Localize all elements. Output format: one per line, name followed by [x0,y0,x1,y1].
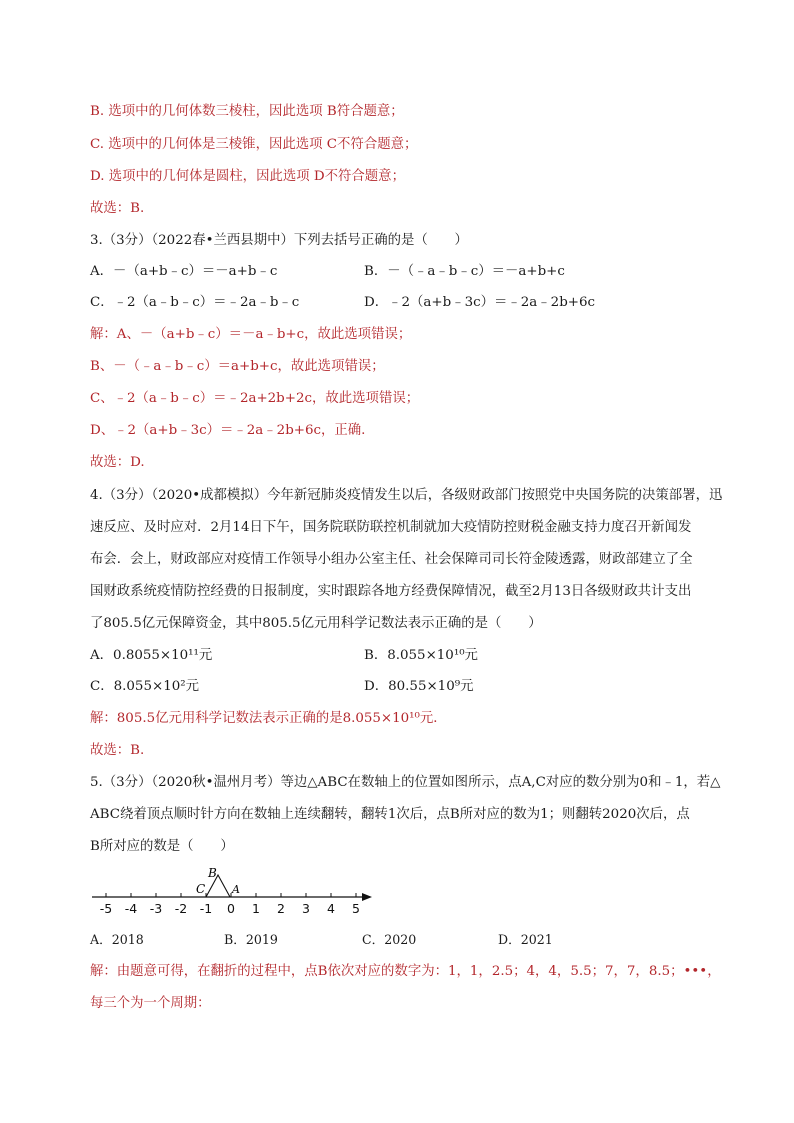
question-4-line-3: 布会．会上，财政部应对疫情工作领导小组办公室主任、社会保障司司长符金陵透露，财政部建立了全 [90,552,693,567]
tick-label: -2 [174,901,188,916]
question-4-line-4: 国财政系统疫情防控经费的日报制度，实时跟踪各地方经费保障情况，截至2月13日各级财政共计支出 [90,584,692,599]
tick-label: 5 [352,901,360,916]
q3-option-b: B．－（﹣a﹣b﹣c）＝－a+b+c [364,264,565,279]
line-1: B. 选项中的几何体数三棱柱，因此选项 B符合题意； [90,104,404,119]
tick-label: 4 [327,901,335,916]
q4-option-d: D．80.55×10⁹元 [364,679,474,694]
tick-label: 2 [277,901,285,916]
q4-option-b: B．8.055×10¹⁰元 [364,648,478,663]
q4-answer: 故选：B. [90,743,145,758]
vertex-label-b: B [208,866,217,880]
tick-label: -4 [124,901,138,916]
question-3: 3.（3分）（2022春•兰西县期中）下列去括号正确的是（ ） [90,233,468,248]
q5-option-c: C．2020 [362,932,417,947]
tick-label: -3 [149,901,163,916]
question-5-line-3: B所对应的数是（ ） [90,839,234,854]
q3-solution-d: D、﹣2（a+b﹣3c）＝﹣2a﹣2b+6c，正确. [90,423,366,438]
q4-option-a: A．0.8055×10¹¹元 [90,648,213,663]
question-4-line-1: 4.（3分）（2020•成都模拟）今年新冠肺炎疫情发生以后，各级财政部门按照党中央国务院的决策部署，迅 [90,488,723,503]
q5-option-a: A．2018 [90,932,144,947]
line-2: C. 选项中的几何体是三棱锥，因此选项 C不符合题意； [90,137,418,152]
q5-solution-line-1: 解：由题意可得，在翻折的过程中，点B依次对应的数字为：1，1，2.5；4，4，5.5；7，7，8.5；•••， [90,964,721,979]
question-5-line-1: 5.（3分）（2020秋•温州月考）等边△ABC在数轴上的位置如图所示，点A,C对应的数分别为0和﹣1，若△ [90,775,721,790]
q3-solution-b: B、－（﹣a﹣b﹣c）＝a+b+c，故此选项错误； [90,359,385,374]
tick-label: -5 [99,901,113,916]
q5-solution-line-2: 每三个为一个周期： [90,996,211,1011]
q3-answer: 故选：D. [90,455,145,470]
q4-option-c: C．8.055×10²元 [90,679,199,694]
tick-label: 3 [302,901,310,916]
line-3: D. 选项中的几何体是圆柱，因此选项 D不符合题意； [90,169,405,184]
tick-label: 1 [252,901,260,916]
q5-option-d: D．2021 [498,932,553,947]
line-4: 故选：B. [90,201,145,216]
number-line-figure [92,866,382,918]
vertex-label-a: A [232,883,240,896]
q3-solution-a: 解：A、－（a+b﹣c）＝－a﹣b+c，故此选项错误； [90,327,412,342]
q3-option-d: D．﹣2（a+b﹣3c）＝﹣2a﹣2b+6c [364,295,596,310]
q5-option-b: B．2019 [224,932,278,947]
q3-option-a: A．－（a+b﹣c）＝－a+b﹣c [90,264,278,279]
vertex-label-c: C [196,882,206,896]
q4-solution: 解：805.5亿元用科学记数法表示正确的是8.055×10¹⁰元． [90,711,447,726]
q3-option-c: C．﹣2（a﹣b﹣c）＝﹣2a﹣b﹣c [90,295,300,310]
tick-label: 0 [227,901,235,916]
axis-arrow-icon [362,893,372,901]
question-4-line-2: 速反应、及时应对．2月14日下午，国务院联防联控机制就加大疫情防控财税金融支持力度召开新闻发 [90,520,692,535]
q3-solution-c: C、﹣2（a﹣b﹣c）＝﹣2a+2b+2c，故此选项错误； [90,391,420,406]
question-4-line-5: 了805.5亿元保障资金，其中805.5亿元用科学记数法表示正确的是（ ） [90,616,542,631]
tick-label: -1 [199,901,213,916]
question-5-line-2: ABC绕着顶点顺时针方向在数轴上连续翻转，翻转1次后，点B所对应的数为1；则翻转2020次后，点 [90,807,690,822]
number-line-svg [92,866,382,918]
